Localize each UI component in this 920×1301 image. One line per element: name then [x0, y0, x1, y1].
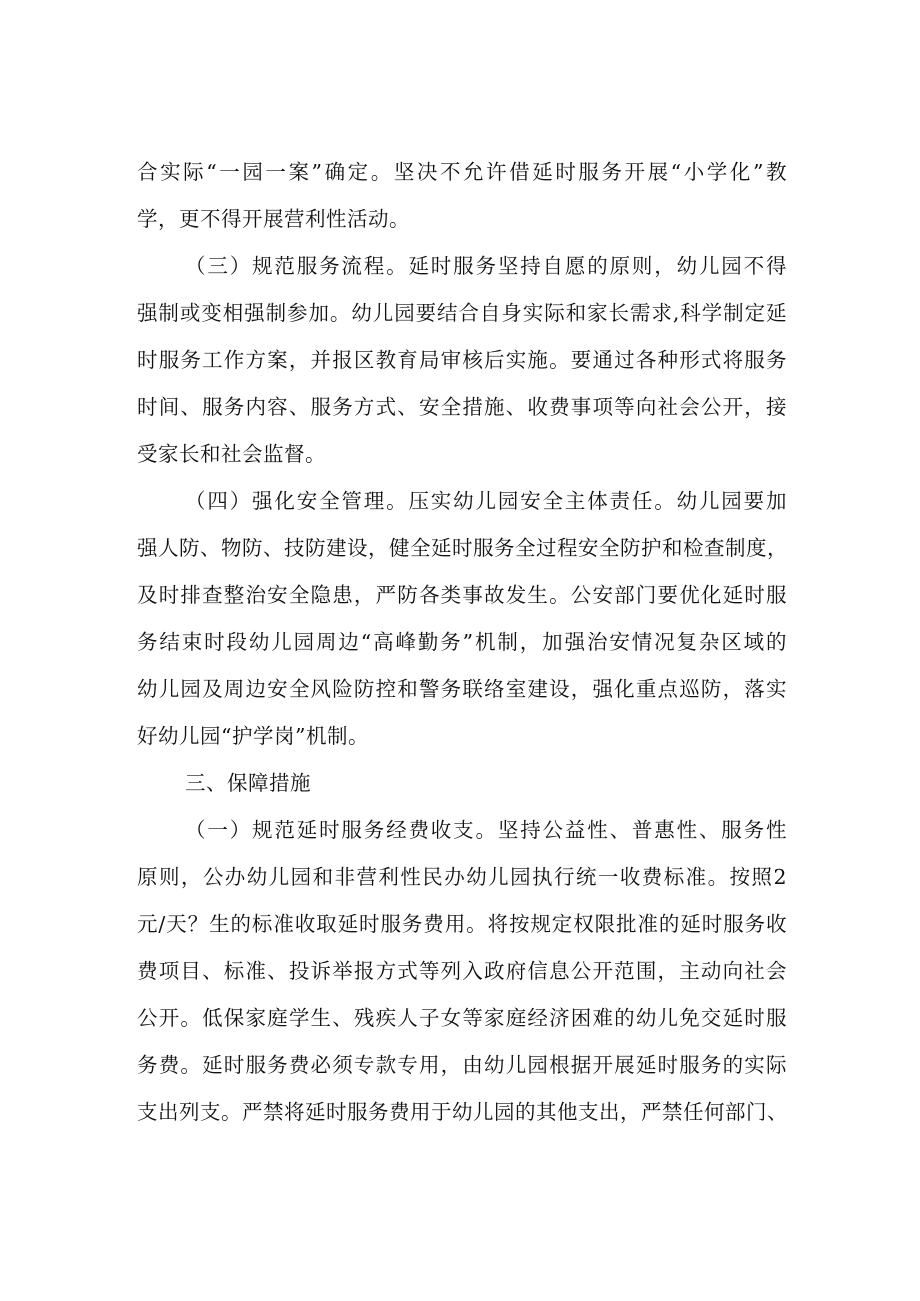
body-line: 元/天？生的标准收取延时服务费用。将按规定权限批准的延时服务收 [137, 912, 787, 936]
paragraph-heading-line: （四）强化安全管理。压实幼儿园安全主体责任。幼儿园要加 [185, 489, 787, 513]
body-line: 务费。延时服务费必须专款专用，由幼儿园根据开展延时服务的实际 [137, 1053, 787, 1077]
paragraph-heading-line: （三）规范服务流程。延时服务坚持自愿的原则，幼儿园不得 [185, 254, 787, 278]
body-line: 幼儿园及周边安全风险防控和警务联络室建设，强化重点巡防，落实 [137, 677, 787, 701]
body-line: 时服务工作方案，并报区教育局审核后实施。要通过各种形式将服务 [137, 348, 787, 372]
body-line: 及时排查整治安全隐患，严防各类事故发生。公安部门要优化延时服 [137, 583, 787, 607]
body-line: 公开。低保家庭学生、残疾人子女等家庭经济困难的幼儿免交延时服 [137, 1006, 787, 1030]
body-line: 合实际“一园一案”确定。坚决不允许借延时服务开展“小学化”教 [137, 160, 787, 184]
section-heading: 三、保障措施 [185, 771, 311, 795]
body-line: 支出列支。严禁将延时服务费用于幼儿园的其他支出，严禁任何部门、 [137, 1100, 788, 1124]
body-line: 强人防、物防、技防建设，健全延时服务全过程安全防护和检查制度， [137, 536, 788, 560]
body-line: 学，更不得开展营利性活动。 [137, 207, 410, 231]
body-line: 好幼儿园“护学岗”机制。 [137, 724, 369, 748]
body-line: 时间、服务内容、服务方式、安全措施、收费事项等向社会公开，接 [137, 395, 787, 419]
body-line: 费项目、标准、投诉举报方式等列入政府信息公开范围，主动向社会 [137, 959, 787, 983]
body-line: 务结束时段幼儿园周边“高峰勤务”机制，加强治安情况复杂区域的 [137, 630, 787, 654]
paragraph-heading-line: （一）规范延时服务经费收支。坚持公益性、普惠性、服务性 [185, 818, 787, 842]
body-line: 受家长和社会监督。 [137, 442, 326, 466]
body-line: 原则，公办幼儿园和非营利性民办幼儿园执行统一收费标准。按照2 [137, 865, 787, 889]
body-line: 强制或变相强制参加。幼儿园要结合自身实际和家长需求,科学制定延 [137, 301, 787, 325]
